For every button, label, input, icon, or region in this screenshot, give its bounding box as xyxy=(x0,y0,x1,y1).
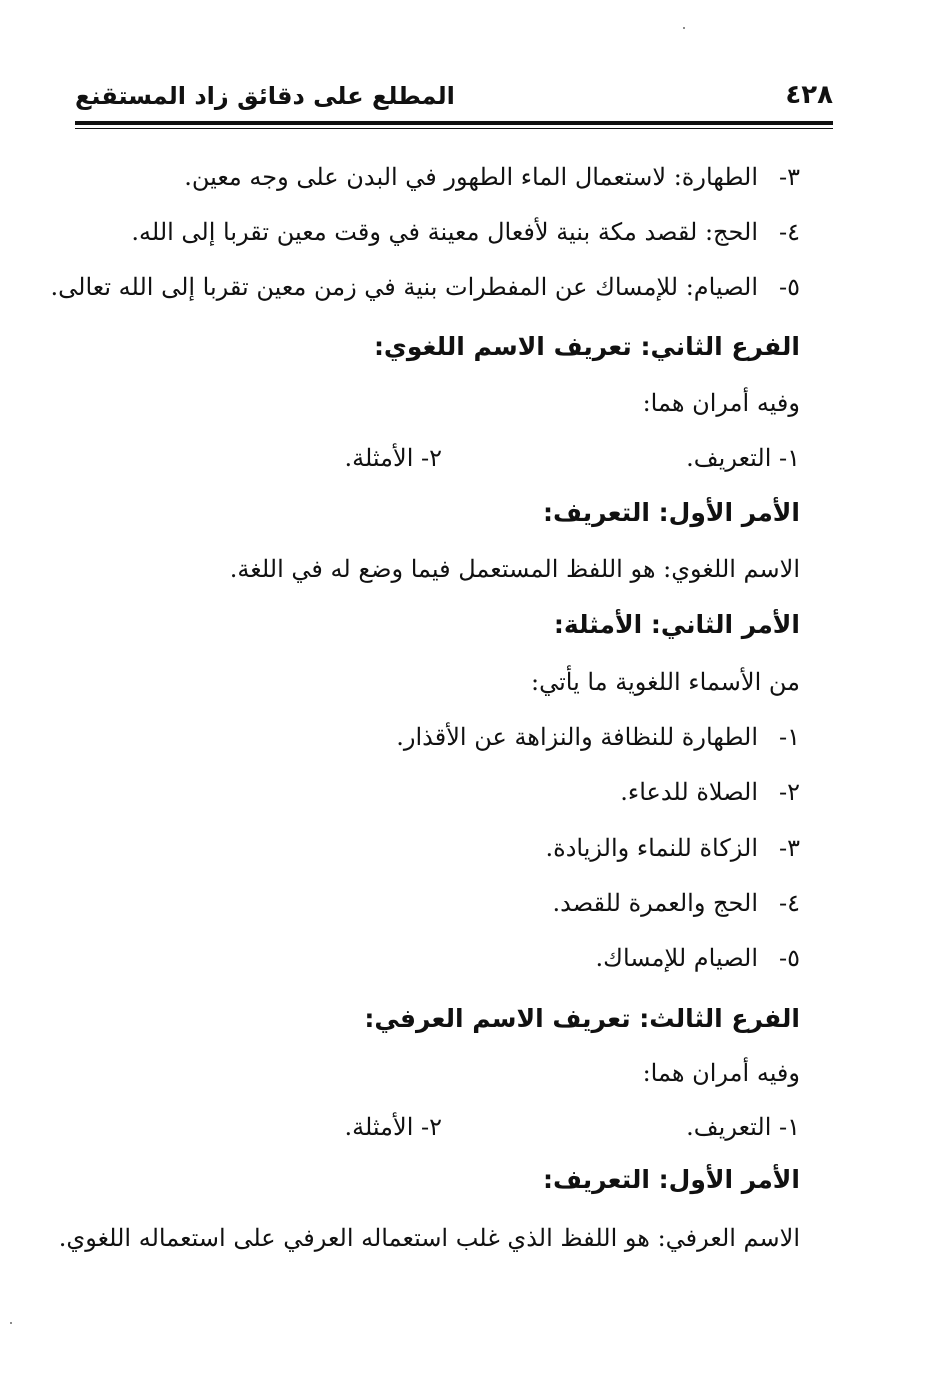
list-item xyxy=(553,886,801,920)
running-title: المطلع على دقائق زاد المستقنع xyxy=(75,82,455,110)
list-item xyxy=(546,831,800,865)
list-item-number: ٤- xyxy=(779,218,800,246)
section-intro: وفيه أمران هما: xyxy=(642,1059,800,1087)
scan-speck xyxy=(683,27,685,29)
list-item-text: الصيام: للإمساك عن المفطرات بنية في زمن معين تقربا إلى الله تعالى. xyxy=(50,273,758,301)
option-definition: ١- التعريف. xyxy=(686,1113,800,1141)
subsection-heading: الأمر الأول: التعريف: xyxy=(542,498,800,527)
option-examples: ٢- الأمثلة. xyxy=(344,444,442,472)
list-item-text: الصيام للإمساك. xyxy=(595,944,758,972)
subsection-heading: الأمر الثاني: الأمثلة: xyxy=(553,610,800,639)
subsection-heading: الأمر الأول: التعريف: xyxy=(542,1165,800,1194)
list-item-number: ٤- xyxy=(779,889,800,917)
list-item xyxy=(620,775,800,809)
list-item-number: ١- xyxy=(779,723,800,751)
header-rule-thick xyxy=(75,121,833,125)
definition-text: الاسم اللغوي: هو اللفظ المستعمل فيما وضع له في اللغة. xyxy=(229,555,800,583)
list-item-text: الحج والعمرة للقصد. xyxy=(552,889,758,917)
list-item xyxy=(51,270,801,304)
list-item-text: الحج: لقصد مكة بنية لأفعال معينة في وقت معين تقربا إلى الله. xyxy=(131,218,758,246)
page-number: ٤٢٨ xyxy=(785,80,833,110)
list-item-number: ٣- xyxy=(779,834,800,862)
list-item-text: الطهارة للنظافة والنزاهة عن الأقذار. xyxy=(396,723,758,751)
list-item-number: ٥- xyxy=(779,273,800,301)
option-examples: ٢- الأمثلة. xyxy=(344,1113,442,1141)
page-header xyxy=(75,80,833,120)
section-heading: الفرع الثاني: تعريف الاسم اللغوي: xyxy=(373,332,800,361)
list-item-number: ٣- xyxy=(779,163,800,191)
list-item xyxy=(396,720,800,754)
header-rule-thin xyxy=(75,128,833,129)
list-item-text: الطهارة: لاستعمال الماء الطهور في البدن على وجه معين. xyxy=(184,163,758,191)
section-heading: الفرع الثالث: تعريف الاسم العرفي: xyxy=(364,1004,800,1033)
list-item-text: الزكاة للنماء والزيادة. xyxy=(545,834,758,862)
definition-text: الاسم العرفي: هو اللفظ الذي غلب استعماله العرفي على استعماله اللغوي. xyxy=(58,1224,800,1252)
list-item xyxy=(131,215,800,249)
list-item-text: الصلاة للدعاء. xyxy=(620,778,758,806)
list-item xyxy=(596,941,800,975)
scan-speck xyxy=(10,1322,12,1324)
list-item-number: ٥- xyxy=(779,944,800,972)
option-definition: ١- التعريف. xyxy=(686,444,800,472)
examples-intro: من الأسماء اللغوية ما يأتي: xyxy=(531,668,800,696)
list-item xyxy=(184,160,800,194)
section-intro: وفيه أمران هما: xyxy=(642,389,800,417)
list-item-number: ٢- xyxy=(779,778,800,806)
